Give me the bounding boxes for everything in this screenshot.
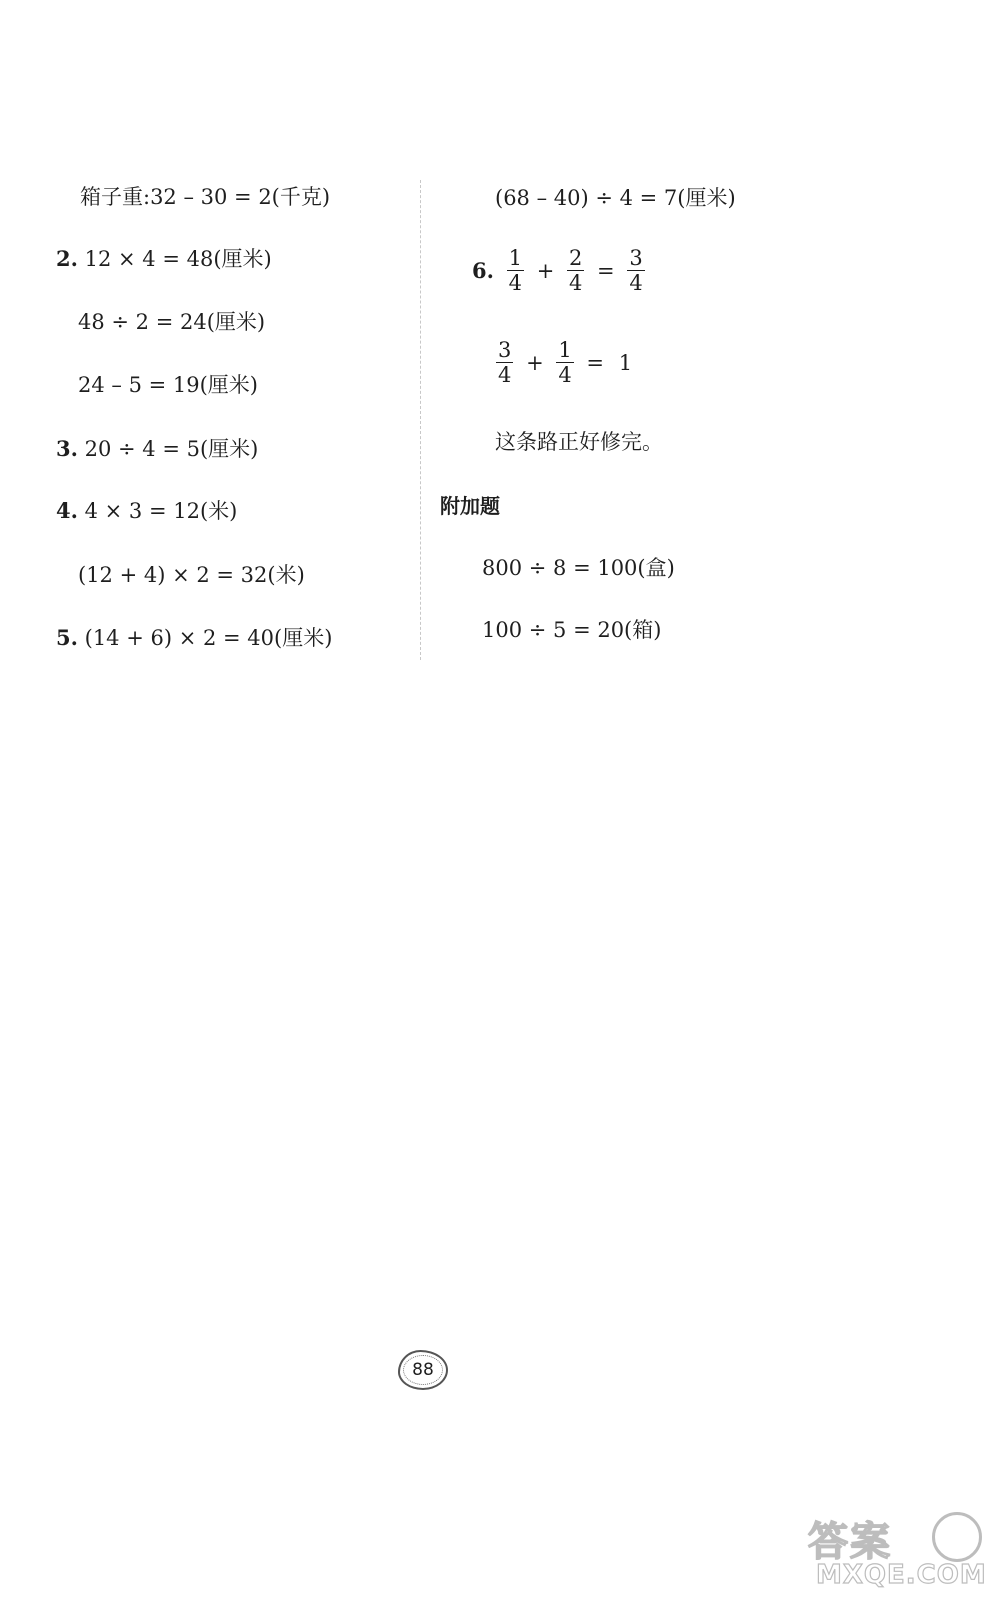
question-number-2: 2. bbox=[56, 246, 78, 271]
question-number-4: 4. bbox=[56, 498, 78, 523]
answer-4-line-1: 4. 4 × 3 = 12(米) bbox=[56, 498, 238, 523]
watermark-logo bbox=[808, 1510, 987, 1594]
answer-5-line-1: 5. (14 + 6) × 2 = 40(厘米) bbox=[56, 625, 333, 650]
answer-6-equation-2: $\frac{3}{4}$ + $\frac{1}{4}$ = 1 bbox=[498, 338, 633, 387]
answer-2-line-2: 48 ÷ 2 = 24(厘米) bbox=[78, 310, 266, 334]
answer-2-line-3: 24 – 5 = 19(厘米) bbox=[78, 373, 258, 397]
fraction: $\frac{1}{4}$ bbox=[508, 246, 522, 295]
extra-answer-line-2: 100 ÷ 5 = 20(箱) bbox=[482, 618, 662, 642]
fraction: $\frac{1}{4}$ bbox=[558, 338, 572, 387]
answer-3-line-1: 3. 20 ÷ 4 = 5(厘米) bbox=[56, 436, 259, 461]
answer-box-weight: 箱子重:32 – 30 = 2(千克) bbox=[80, 185, 331, 209]
question-number-6: 6. bbox=[472, 258, 494, 283]
page-number-badge bbox=[398, 1350, 448, 1390]
watermark-top-text: 答案 bbox=[808, 1519, 892, 1565]
watermark-circle bbox=[932, 1512, 982, 1562]
fraction: $\frac{2}{4}$ bbox=[568, 246, 583, 295]
question-number-5: 5. bbox=[56, 625, 78, 650]
page-number: 88 bbox=[412, 1360, 434, 1380]
answer-right-line-1: (68 – 40) ÷ 4 = 7(厘米) bbox=[495, 186, 736, 210]
answer-6-conclusion: 这条路正好修完。 bbox=[495, 430, 663, 454]
watermark-url: MXQE.COM bbox=[816, 1560, 987, 1590]
answer-6-equation-1: 6. $\frac{1}{4}$ + $\frac{2}{4}$ = $\frac{3}{4}$ bbox=[472, 246, 643, 295]
question-number-3: 3. bbox=[56, 436, 78, 461]
fraction: $\frac{3}{4}$ bbox=[498, 338, 512, 387]
fraction: $\frac{3}{4}$ bbox=[629, 246, 643, 295]
answer-4-line-2: (12 + 4) × 2 = 32(米) bbox=[78, 563, 305, 587]
extra-answer-line-1: 800 ÷ 8 = 100(盒) bbox=[482, 556, 675, 580]
section-heading-extra: 附加题 bbox=[440, 494, 500, 518]
column-divider bbox=[420, 180, 421, 660]
answer-2-line-1: 2. 12 × 4 = 48(厘米) bbox=[56, 246, 272, 271]
